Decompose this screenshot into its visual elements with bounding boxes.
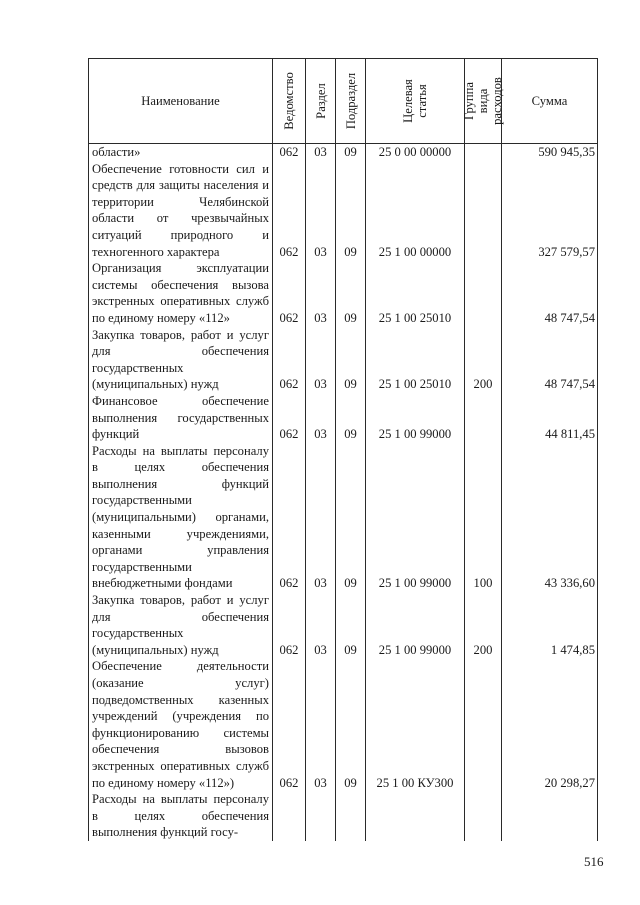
cell-dept: 062	[273, 260, 306, 326]
cell-dept: 062	[273, 393, 306, 443]
cell-dept	[273, 791, 306, 841]
cell-group	[465, 393, 502, 443]
cell-group: 200	[465, 327, 502, 393]
cell-group	[465, 144, 502, 161]
header-group: Группа вида расходов	[465, 59, 502, 144]
cell-target: 25 1 00 25010	[366, 327, 465, 393]
cell-section: 03	[306, 443, 336, 592]
cell-sum: 48 747,54	[502, 327, 598, 393]
cell-sum: 44 811,45	[502, 393, 598, 443]
cell-name: Закупка товаров, работ и услуг для обеспечения государственных (муниципальных) нужд	[89, 592, 273, 658]
cell-subsection	[336, 791, 366, 841]
cell-name: Закупка товаров, работ и услуг для обеспечения государственных (муниципальных) нужд	[89, 327, 273, 393]
cell-section: 03	[306, 592, 336, 658]
table-row	[89, 443, 598, 592]
cell-dept: 062	[273, 443, 306, 592]
cell-subsection: 09	[336, 658, 366, 791]
cell-section	[306, 791, 336, 841]
header-subsection: Подраздел	[336, 59, 366, 144]
cell-subsection: 09	[336, 393, 366, 443]
cell-subsection: 09	[336, 144, 366, 161]
cell-sum: 1 474,85	[502, 592, 598, 658]
cell-dept: 062	[273, 327, 306, 393]
cell-target: 25 1 00 00000	[366, 161, 465, 261]
table-header	[89, 59, 598, 144]
cell-section: 03	[306, 144, 336, 161]
cell-group	[465, 161, 502, 261]
budget-table	[88, 58, 598, 841]
cell-target: 25 1 00 99000	[366, 393, 465, 443]
cell-sum	[502, 791, 598, 841]
table-row	[89, 791, 598, 841]
cell-section: 03	[306, 161, 336, 261]
table-row	[89, 393, 598, 443]
table-row	[89, 144, 598, 161]
table-row	[89, 327, 598, 393]
cell-target: 25 1 00 99000	[366, 592, 465, 658]
cell-name: Обеспечение готовности сил и средств для защиты населения и территории Челябинской области от чрезвычайных ситуаций природного и техногенного характера	[89, 161, 273, 261]
header-section: Раздел	[306, 59, 336, 144]
table-body	[89, 144, 598, 841]
cell-subsection: 09	[336, 592, 366, 658]
cell-subsection: 09	[336, 260, 366, 326]
cell-sum: 43 336,60	[502, 443, 598, 592]
cell-target	[366, 791, 465, 841]
table-row	[89, 592, 598, 658]
table-row	[89, 658, 598, 791]
cell-group	[465, 791, 502, 841]
cell-section: 03	[306, 658, 336, 791]
cell-dept: 062	[273, 592, 306, 658]
cell-name: Расходы на выплаты персоналу в целях обеспечения выполнения функций госу-	[89, 791, 273, 841]
header-sum: Сумма	[502, 59, 598, 144]
header-dept: Ведомство	[273, 59, 306, 144]
cell-section: 03	[306, 260, 336, 326]
cell-group: 100	[465, 443, 502, 592]
cell-name: Организация эксплуатации системы обеспечения вызова экстренных оперативных служб по единому номеру «112»	[89, 260, 273, 326]
cell-group: 200	[465, 592, 502, 658]
cell-sum: 590 945,35	[502, 144, 598, 161]
cell-target: 25 1 00 99000	[366, 443, 465, 592]
cell-target: 25 1 00 25010	[366, 260, 465, 326]
cell-dept: 062	[273, 144, 306, 161]
cell-name: Финансовое обеспечение выполнения государственных функций	[89, 393, 273, 443]
header-name: Наименование	[89, 59, 273, 144]
page-number: 516	[584, 854, 604, 869]
cell-section: 03	[306, 327, 336, 393]
cell-sum: 20 298,27	[502, 658, 598, 791]
cell-subsection: 09	[336, 161, 366, 261]
cell-subsection: 09	[336, 327, 366, 393]
cell-dept: 062	[273, 161, 306, 261]
cell-subsection: 09	[336, 443, 366, 592]
cell-group	[465, 260, 502, 326]
cell-dept: 062	[273, 658, 306, 791]
cell-sum: 327 579,57	[502, 161, 598, 261]
cell-section: 03	[306, 393, 336, 443]
cell-name: Обеспечение деятельности (оказание услуг) подведомственных казенных учреждений (учреждения по функционированию системы обеспечения вызовов экстренных оперативных служб по единому номеру «112»)	[89, 658, 273, 791]
table-row	[89, 260, 598, 326]
table-row	[89, 161, 598, 261]
cell-name: области»	[89, 144, 273, 161]
cell-group	[465, 658, 502, 791]
cell-name: Расходы на выплаты персоналу в целях обеспечения выполнения функций государственными (муниципальными) органами, казенными учреждениями, органами управления государственными внебюджетными фондами	[89, 443, 273, 592]
cell-target: 25 1 00 КУ300	[366, 658, 465, 791]
cell-target: 25 0 00 00000	[366, 144, 465, 161]
cell-sum: 48 747,54	[502, 260, 598, 326]
header-target: Целевая статья	[366, 59, 465, 144]
